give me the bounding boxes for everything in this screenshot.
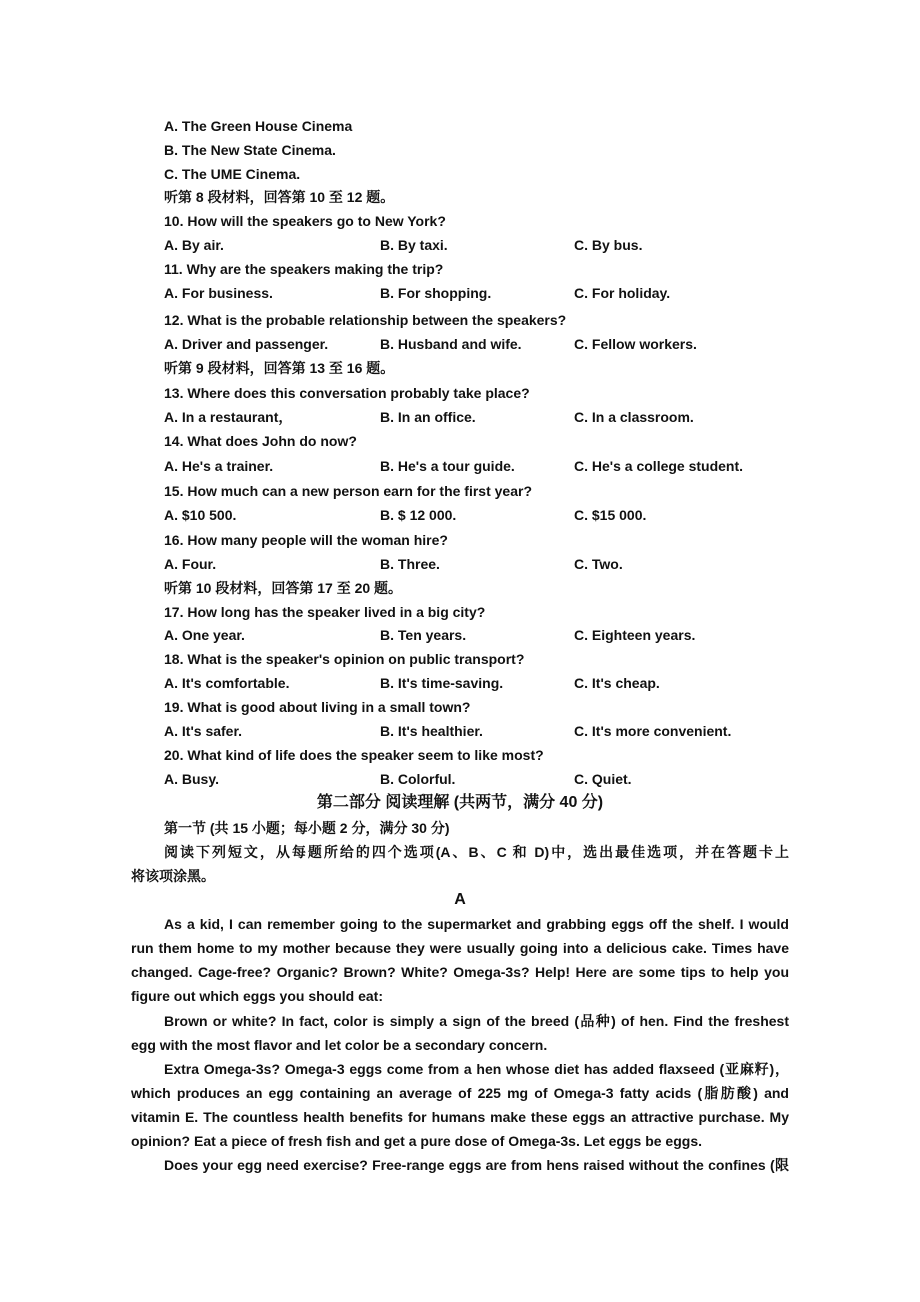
answer-option: C. Two.: [574, 556, 623, 572]
answer-option: B. $ 12 000.: [380, 507, 457, 523]
question-text: 16. How many people will the woman hire?: [164, 532, 448, 548]
question-text: 20. What kind of life does the speaker seem to like most?: [164, 747, 544, 763]
question-text: 11. Why are the speakers making the trip?: [164, 261, 444, 277]
answer-option: C. By bus.: [574, 237, 643, 253]
answer-option: A. By air.: [164, 237, 224, 253]
answer-option: C. Fellow workers.: [574, 336, 697, 352]
question-text: 17. How long has the speaker lived in a big city?: [164, 604, 486, 620]
answer-option: B. Husband and wife.: [380, 336, 522, 352]
paragraph-line: run them home to my mother because they were usually going into a delicious cake. Times have: [131, 940, 789, 956]
paragraph-line: changed. Cage-free? Organic? Brown? White? Omega-3s? Help! Here are some tips to help you: [131, 964, 789, 980]
section-heading: 第二部分 阅读理解 (共两节，满分 40 分): [316, 794, 604, 811]
answer-option: C. For holiday.: [574, 285, 671, 301]
text-line: C. The UME Cinema.: [164, 166, 301, 182]
answer-option: A. He's a trainer.: [164, 458, 274, 474]
paragraph-line: opinion? Eat a piece of fresh fish and get a pure dose of Omega-3s. Let eggs be eggs.: [131, 1133, 702, 1149]
answer-option: A. It's safer.: [164, 723, 243, 739]
answer-option: B. Ten years.: [380, 627, 467, 643]
section-heading: A: [454, 891, 466, 908]
paragraph-line: Extra Omega-3s? Omega-3 eggs come from a hen whose diet has added flaxseed (亚麻籽)，: [164, 1061, 789, 1077]
answer-option: A. In a restaurant，: [164, 409, 293, 425]
answer-option: A. One year.: [164, 627, 245, 643]
answer-option: C. $15 000.: [574, 507, 647, 523]
text-line: 听第 8 段材料，回答第 10 至 12 题。: [164, 189, 395, 205]
answer-option: A. Four.: [164, 556, 217, 572]
paragraph-line: Does your egg need exercise? Free-range eggs are from hens raised without the confines (限: [164, 1157, 789, 1173]
answer-option: B. It's healthier.: [380, 723, 483, 739]
paragraph-line: As a kid, I can remember going to the supermarket and grabbing eggs off the shelf. I would: [164, 916, 789, 932]
paragraph-line: 将该项涂黑。: [131, 868, 215, 884]
answer-option: A. For business.: [164, 285, 273, 301]
answer-option: C. He's a college student.: [574, 458, 744, 474]
answer-option: B. For shopping.: [380, 285, 492, 301]
answer-option: B. He's a tour guide.: [380, 458, 515, 474]
text-line: 听第 10 段材料，回答第 17 至 20 题。: [164, 580, 403, 596]
answer-option: A. Busy.: [164, 771, 219, 787]
answer-option: C. It's more convenient.: [574, 723, 732, 739]
paragraph-line: figure out which eggs you should eat:: [131, 988, 384, 1004]
answer-option: A. Driver and passenger.: [164, 336, 329, 352]
text-line: 听第 9 段材料，回答第 13 至 16 题。: [164, 360, 395, 376]
paragraph-line: 阅读下列短文，从每题所给的四个选项(A、B、C 和 D)中，选出最佳选项，并在答题卡上: [164, 844, 789, 860]
answer-option: C. It's cheap.: [574, 675, 660, 691]
question-text: 10. How will the speakers go to New York?: [164, 213, 446, 229]
question-text: 19. What is good about living in a small town?: [164, 699, 471, 715]
answer-option: C. Eighteen years.: [574, 627, 696, 643]
paragraph-line: vitamin E. The countless health benefits for humans make these eggs an attractive purchase. My: [131, 1109, 789, 1125]
answer-option: A. It's comfortable.: [164, 675, 290, 691]
text-line: A. The Green House Cinema: [164, 118, 353, 134]
answer-option: B. By taxi.: [380, 237, 448, 253]
answer-option: B. Colorful.: [380, 771, 456, 787]
paragraph-line: Brown or white? In fact, color is simply a sign of the breed (品种) of hen. Find the freshest: [164, 1013, 789, 1029]
answer-option: A. $10 500.: [164, 507, 237, 523]
question-text: 12. What is the probable relationship between the speakers?: [164, 312, 567, 328]
question-text: 14. What does John do now?: [164, 433, 357, 449]
text-line: B. The New State Cinema.: [164, 142, 336, 158]
answer-option: B. Three.: [380, 556, 440, 572]
question-text: 13. Where does this conversation probably take place?: [164, 385, 530, 401]
text-line: 第一节 (共 15 小题；每小题 2 分，满分 30 分): [164, 820, 450, 836]
answer-option: B. It's time-saving.: [380, 675, 504, 691]
paragraph-line: egg with the most flavor and let color be a secondary concern.: [131, 1037, 548, 1053]
question-text: 18. What is the speaker's opinion on public transport?: [164, 651, 525, 667]
answer-option: C. In a classroom.: [574, 409, 694, 425]
question-text: 15. How much can a new person earn for the first year?: [164, 483, 532, 499]
answer-option: B. In an office.: [380, 409, 476, 425]
paragraph-line: which produces an egg containing an average of 225 mg of Omega-3 fatty acids (脂肪酸) and: [131, 1085, 789, 1101]
answer-option: C. Quiet.: [574, 771, 632, 787]
